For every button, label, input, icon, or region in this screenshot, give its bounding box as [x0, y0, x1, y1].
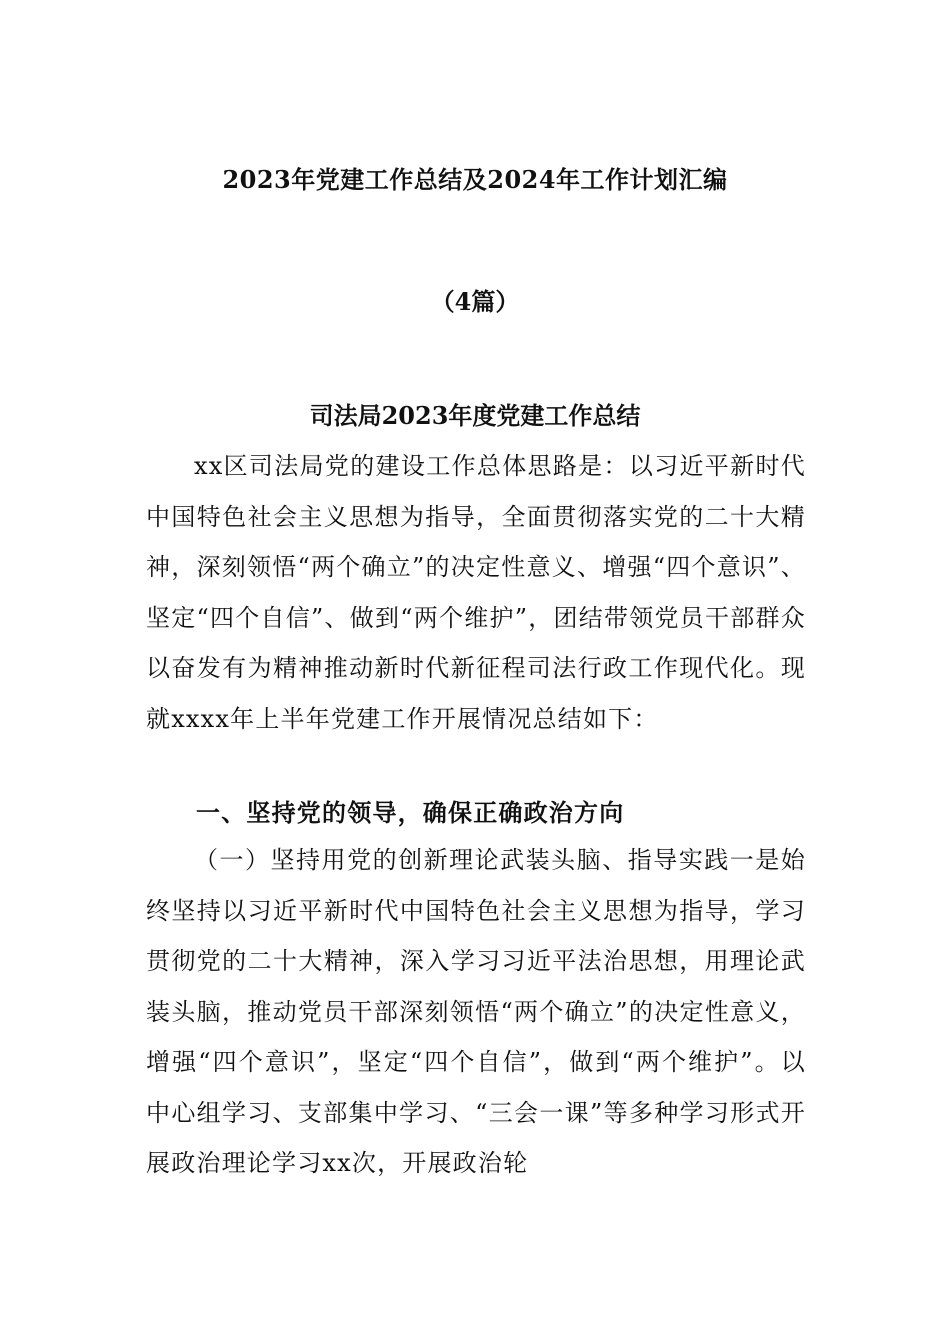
- paragraph-body: （一）坚持用党的创新理论武装头脑、指导实践一是始终坚持以习近平新时代中国特色社会主义思想为指导，学习贯彻党的二十大精神，深入学习习近平法治思想，用理论武装头脑，推动党员干部深刻领悟“两个确立”的决定性意义，增强“四个意识”，坚定“四个自信”，做到“两个维护”。以中心组学习、支部集中学习、“三会一课”等多种学习形式开展政治理论学习xx次，开展政治轮: [146, 846, 806, 1177]
- section-title: 司法局2023年度党建工作总结: [309, 401, 641, 430]
- article-count: （4篇）: [430, 287, 520, 316]
- heading-level-1: 一、坚持党的领导，确保正确政治方向: [196, 798, 625, 827]
- main-title: 2023年党建工作总结及2024年工作计划汇编: [222, 165, 728, 194]
- paragraph-intro: xx区司法局党的建设工作总体思路是：以习近平新时代中国特色社会主义思想为指导，全面贯彻落实党的二十大精神，深刻领悟“两个确立”的决定性意义、增强“四个意识”、坚定“四个自信”、做到“两个维护”，团结带领党员干部群众以奋发有为精神推动新时代新征程司法行政工作现代化。现就xxxx年上半年党建工作开展情况总结如下：: [146, 452, 806, 733]
